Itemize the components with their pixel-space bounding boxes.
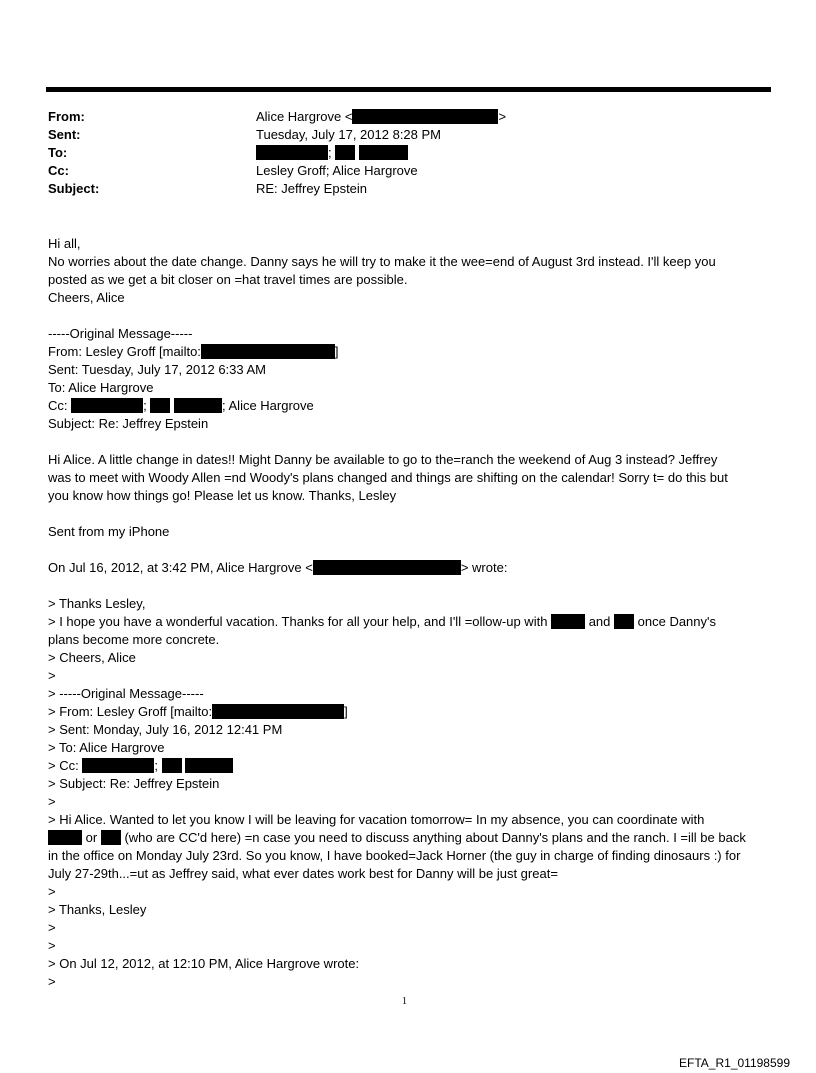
- orig-to-line: To: Alice Hargrove: [48, 380, 154, 395]
- quoted-text: once Danny's: [637, 614, 717, 629]
- sent-from-line: Sent from my iPhone: [48, 524, 170, 539]
- spacer: [48, 307, 770, 325]
- quoted-text: > I hope you have a wonderful vacation. Thanks for all your help, and I'll =ollow-up with: [48, 614, 548, 629]
- cc-value: Lesley Groff; Alice Hargrove: [256, 163, 418, 178]
- redaction-box: [313, 560, 461, 575]
- email-header: [48, 108, 506, 198]
- spacer: [48, 541, 770, 559]
- quoted-line: >: [48, 794, 56, 809]
- redaction-box: [185, 758, 233, 773]
- quoted-line: > To: Alice Hargrove: [48, 740, 165, 755]
- redaction-box: [614, 614, 634, 629]
- quoted-text: (who are CC'd here) =n case you need to discuss anything about Danny's plans and the ranch. I =ill be back: [124, 830, 746, 845]
- reply-signoff: Cheers, Alice: [48, 290, 125, 305]
- sent-value: Tuesday, July 17, 2012 8:28 PM: [256, 127, 441, 142]
- to-label: To:: [48, 145, 68, 160]
- quoted-line: in the office on Monday July 23rd. So you know, I have booked=Jack Horner (the guy in charge of finding dinosaurs :) for: [48, 848, 741, 863]
- quoted-line: > Thanks, Lesley: [48, 902, 147, 917]
- reply-greeting: Hi all,: [48, 236, 81, 251]
- subject-label: Subject:: [48, 181, 100, 196]
- subject-value: RE: Jeffrey Epstein: [256, 181, 368, 196]
- orig-cc-label: Cc:: [48, 398, 68, 413]
- on-wrote-close: > wrote:: [460, 560, 508, 575]
- quoted-line: >: [48, 884, 56, 899]
- quoted-line: > On Jul 12, 2012, at 12:10 PM, Alice Hargrove wrote:: [48, 956, 360, 971]
- spacer: [48, 505, 770, 523]
- subject-row: [48, 180, 506, 198]
- redaction-box: [82, 758, 154, 773]
- redaction-box: [48, 830, 82, 845]
- orig-from-line: [48, 343, 770, 361]
- redaction-box: [359, 145, 408, 160]
- from-name: Alice Hargrove <: [256, 109, 353, 124]
- email-body: [48, 235, 770, 991]
- redaction-box: [71, 398, 143, 413]
- quoted-line: > -----Original Message-----: [48, 686, 204, 701]
- quoted-line: [48, 613, 770, 631]
- quoted-line: [48, 829, 770, 847]
- from-row: [48, 108, 506, 126]
- page-number: 1: [402, 996, 407, 1007]
- orig-cc-separator: ;: [143, 398, 147, 413]
- redaction-box: [212, 704, 344, 719]
- orig-sent-line: Sent: Tuesday, July 17, 2012 6:33 AM: [48, 362, 267, 377]
- redaction-box: [551, 614, 585, 629]
- redaction-box: [352, 109, 498, 124]
- quoted-line: >: [48, 974, 56, 989]
- spacer: [48, 433, 770, 451]
- to-value: [256, 144, 408, 162]
- redaction-box: [201, 344, 335, 359]
- orig-body-line: was to meet with Woody Allen =nd Woody's plans changed and things are shifting on the calendar! Sorry t= do this but: [48, 470, 728, 485]
- on-wrote-text: On Jul 16, 2012, at 3:42 PM, Alice Hargrove <: [48, 560, 313, 575]
- sent-row: [48, 126, 506, 144]
- redaction-box: [162, 758, 182, 773]
- reply-line: No worries about the date change. Danny says he will try to make it the wee=end of August 3rd instead. I'll keep you: [48, 254, 716, 269]
- redaction-box: [174, 398, 222, 413]
- reply-line: posted as we get a bit closer on =hat travel times are possible.: [48, 272, 408, 287]
- quoted-line: >: [48, 938, 56, 953]
- quoted-line: July 27-29th...=ut as Jeffrey said, what ever dates work best for Danny will be just great=: [48, 866, 558, 881]
- original-message-divider: -----Original Message-----: [48, 326, 193, 341]
- quoted-text: and: [588, 614, 611, 629]
- to-separator: ;: [328, 145, 332, 160]
- quoted-text: or: [85, 830, 98, 845]
- quoted-text: > From: Lesley Groff [mailto:: [48, 704, 213, 719]
- from-close: >: [498, 109, 507, 124]
- sent-label: Sent:: [48, 127, 81, 142]
- quoted-line: [48, 703, 770, 721]
- quoted-line: > Sent: Monday, July 16, 2012 12:41 PM: [48, 722, 283, 737]
- redaction-box: [335, 145, 355, 160]
- redaction-box: [256, 145, 328, 160]
- header-rule: [46, 87, 771, 92]
- quoted-line: [48, 757, 770, 775]
- quoted-line: > Thanks Lesley,: [48, 596, 146, 611]
- quoted-line: plans become more concrete.: [48, 632, 220, 647]
- quoted-line: > Subject: Re: Jeffrey Epstein: [48, 776, 220, 791]
- from-label: From:: [48, 109, 85, 124]
- on-wrote-line: [48, 559, 770, 577]
- orig-from-text: From: Lesley Groff [mailto:: [48, 344, 201, 359]
- cc-row: [48, 162, 506, 180]
- cc-label: Cc:: [48, 163, 69, 178]
- orig-body-line: Hi Alice. A little change in dates!! Might Danny be available to go to the=ranch the weekend of Aug 3 instead? Jeffrey: [48, 452, 718, 467]
- redaction-box: [101, 830, 121, 845]
- quoted-line: >: [48, 920, 56, 935]
- orig-cc-rest: ; Alice Hargrove: [222, 398, 314, 413]
- bates-number: EFTA_R1_01198599: [679, 1056, 790, 1070]
- quoted-text: ]: [344, 704, 348, 719]
- from-value: [256, 108, 506, 126]
- orig-subject-line: Subject: Re: Jeffrey Epstein: [48, 416, 209, 431]
- orig-cc-line: [48, 397, 770, 415]
- orig-from-close: ]: [334, 344, 339, 359]
- orig-body-line: you know how things go! Please let us know. Thanks, Lesley: [48, 488, 397, 503]
- spacer: [48, 577, 770, 595]
- to-row: [48, 144, 506, 162]
- quoted-line: > Hi Alice. Wanted to let you know I will be leaving for vacation tomorrow= In my absence, you can coordinate with: [48, 812, 705, 827]
- quoted-line: >: [48, 668, 56, 683]
- quoted-line: > Cheers, Alice: [48, 650, 136, 665]
- redaction-box: [150, 398, 170, 413]
- quoted-text: ;: [154, 758, 158, 773]
- quoted-text: > Cc:: [48, 758, 79, 773]
